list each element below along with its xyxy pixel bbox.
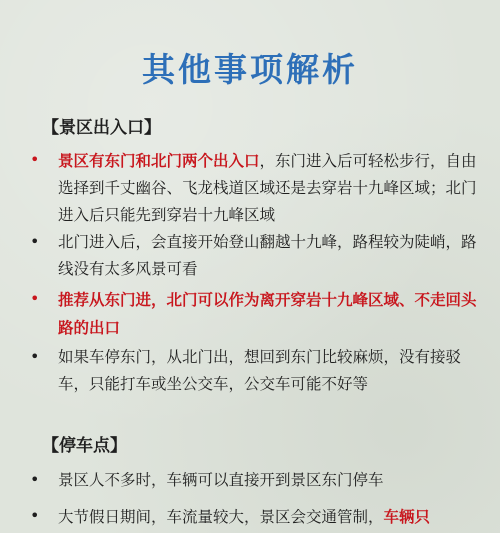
list-item-text: [58, 147, 482, 229]
body-text: 大节假日期间，车流量较大，景区会交通管制，: [58, 508, 384, 526]
bullet-icon: •: [30, 232, 40, 251]
body-text: 景区人不多时，车辆可以直接开到景区东门停车: [58, 471, 384, 489]
highlight-text: 推荐从东门进，北门可以作为离开穿岩十九峰区域、不走回头路的出口: [58, 290, 477, 337]
body-text: ，东门进入后可轻松步行，自由选择到千丈幽谷、飞龙栈道区域还是去穿岩十九峰区域；北门进入后只能先到穿岩十九峰区域: [58, 152, 477, 224]
bullet-icon: •: [30, 470, 40, 489]
bullet-icon: •: [30, 150, 40, 169]
bullet-icon: •: [30, 347, 40, 366]
list-item-text: [58, 229, 482, 283]
highlight-text: 车辆只: [383, 507, 431, 526]
section-heading-entrances: 【景区出入口】: [42, 118, 161, 138]
list-item-text: [58, 286, 482, 342]
highlight-text: 景区有东门和北门两个出入口: [58, 151, 260, 170]
bullet-icon: •: [30, 506, 40, 525]
list-item-text: [58, 503, 482, 531]
page-title: 其他事项解析: [142, 50, 358, 89]
body-text: 如果车停东门，从北门出，想回到东门比较麻烦，没有接驳车，只能打车或坐公交车，公交车可能不好等: [58, 348, 462, 393]
body-text: 北门进入后，会直接开始登山翻越十九峰，路程较为陡峭，路线没有太多风景可看: [58, 233, 477, 278]
bullet-icon: •: [30, 289, 40, 308]
list-item-text: [58, 467, 482, 494]
section-heading-parking: 【停车点】: [42, 436, 127, 456]
list-item-text: [58, 344, 482, 398]
